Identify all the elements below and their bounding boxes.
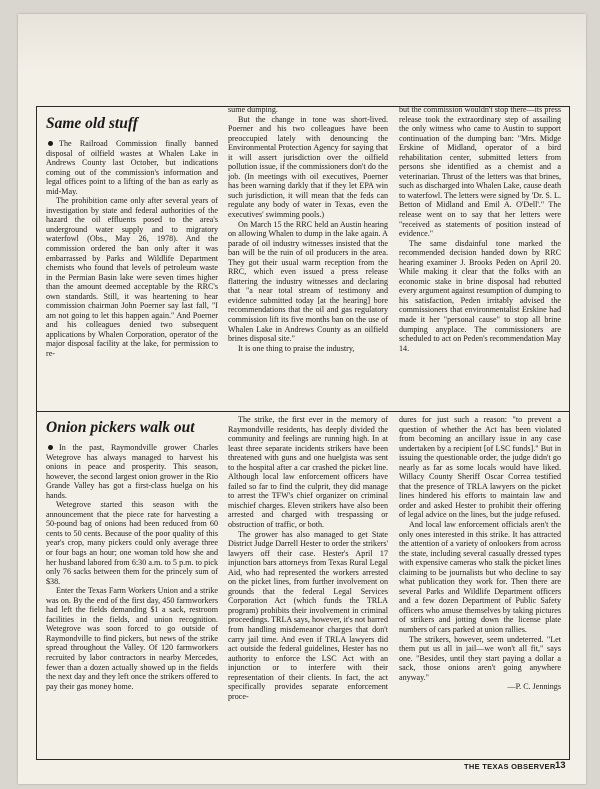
article1-paragraph: The Railroad Commission finally banned disposal of oilfield wastes at Whalen Lake in Andrews County last October, but indications coming out of the commission's information and legal offices point to a lifting of the ban as early as mid-May. — [46, 139, 218, 196]
bullet-icon — [48, 445, 53, 450]
article-frame — [36, 106, 570, 760]
article2-paragraph: In the past, Raymondville grower Charles Wetegrove has always managed to harvest his onions in peace and prosperity. This season, however, the second largest onion grower in the Rio Grande Valley has got a first-class huelga on his hands. — [46, 443, 218, 500]
publication-name: THE TEXAS OBSERVER — [464, 762, 556, 771]
article1-paragraph: sume dumping. — [228, 106, 278, 114]
article1-column-1 — [46, 115, 218, 407]
article1-column-2 — [228, 106, 388, 407]
article2-paragraph: And local law enforcement officials aren't the only ones interested in this strike. It has attracted the attention of a variety of onlookers from across the state, including several casually dressed types with expensive cameras who stalk the picket lines claiming to be journalists but who decline to say what publication they work for. Then there are several Parks and Wildlife Department officers and a few dozen Department of Public Safety officers who amuse themselves by taking pictures of strikers and jotting down the license plate numbers of cars parked at union rallies. — [399, 520, 561, 635]
section-divider — [37, 411, 569, 412]
magazine-page — [18, 14, 586, 784]
bullet-icon — [48, 141, 53, 146]
article1-paragraph: The same disdainful tone marked the recommended decision handed down by RRC hearing examiner J. Brooks Peden on April 20. While making it clear that the folks with an economic stake in brine disposal had rebutted every argument against resumption of dumping to his satisfaction, Peden irritably advised the commissioners that environmentalist Erskine had made it her "personal cause" to stop all brine dumping anyplace. The commissioners are scheduled to act on Peden's recommendation May 14. — [399, 238, 561, 353]
article2-paragraph: dures for just such a reason: "to prevent a question of whether the Act has been violated from becoming an ancillary issue in any case undertaken by a recipient [of LSC funds]." But in issuing the questionable order, the judge didn't go nearly as far as some locals would have liked. Willacy County Sheriff Oscar Correa testified that the presence of TRLA lawyers on the picket lines hindered his efforts to maintain law and order and asked Hester to prohibit their offering of legal advice on the lines, but the judge refused. — [399, 415, 561, 520]
article1-paragraph: But the change in tone was short-lived. Poerner and his two colleagues have been preoccupied lately with denouncing the Environmental Protection Agency for saying that it will assert jurisdiction over the oilfield pollution issue, if the commissioners don't do the job. (In meetings with oil executives, Poerner has been warning darkly that if they let EPA win such jurisdiction, it will mean that the feds can regulate any body of water in Texas, even the executives' swimming pools.) — [228, 114, 388, 220]
article2-signature: —P. C. Jennings — [507, 682, 561, 692]
article2-paragraph: The grower has also managed to get State District Judge Darrell Hester to order the strikers' lawyers off their case. Hester's April 17 injunction bars attorneys from Texas Rural Legal Aid, who had represented the workers arrested on the picket lines, from further involvement on grounds that the federal Legal Services Corporation Act (which funds the TRLA program) prohibits their involvement in criminal proceedings. TRLA says, however, it's not barred from handling misdemeanor charges that don't carry jail time. And even if TRLA lawyers did act outside the federal guidelines, Hester has no authority to enforce the LSC Act with an injunction or to interfere with their representation of their clients. In fact, the act specifically provides separate enforcement proce- — [228, 529, 388, 701]
article2-title: Onion pickers walk out — [46, 419, 195, 436]
article2-column-2 — [228, 415, 388, 755]
article1-paragraph: but the commission wouldn't stop there—its press release took the extraordinary step of assailing the only witness who came to Austin to support continuation of the dumping ban: "Mrs. Midge Erskine of Midland, operator of a bird rehabilitation center, submitted letters from persons she identified as a chemist and a veterinarian. Thrust of the letters was that brines, such as discharged into Whalen Lake, cause death to waterfowl. The letters were signed by 'Dr. S. L. Betton of Midland and Emil A. O'Dell'." The release went on to say that her letters were "received as statements of position instead of evidence." — [399, 106, 561, 239]
article2-paragraph: The strikers, however, seem undeterred. "Let them put us all in jail—we won't all fit," says one. "Besides, until they start paying a dollar a sack, those onions aren't going anywhere anyway." — [399, 634, 561, 682]
top-margin — [18, 14, 586, 74]
article2-column-1 — [46, 419, 218, 755]
article1-paragraph: On March 15 the RRC held an Austin hearing on allowing Whalen to dump in the lake again. A parade of oil industry witnesses insisted that the ban will be the ruin of oil producers in the area. They got their usual warm reception from the RRC, which even issued a press release flattering the industry witnesses and declaring that "a near total stream of testimony and evidence submitted today [at the hearing] bore recommendations that the oil and gas regulatory commission lift its five months ban on the use of Whalen Lake in Andrews County as an oilfield brines disposal site." — [228, 219, 388, 344]
article1-paragraph: It is one thing to praise the industry, — [238, 343, 355, 353]
page-number: 13 — [555, 760, 566, 771]
article2-paragraph: Wetegrove started this season with the announcement that the piece rate for harvesting a 50-pound bag of onions had been reduced from 60 cents to 50 cents. Because of the poor quality of this year's crop, many pickers could only average three or four bags an hour; one woman told how she and her husband labored from 6:30 a.m. to 5 p.m. to pick only 76 sacks between them for the princely sum of $38. — [46, 500, 218, 586]
article2-paragraph: Enter the Texas Farm Workers Union and a strike was on. By the end of the first day, 450 farmworkers had left the fields demanding $1 a sack, restroom facilities in the fields, and union recognition. Wetegrove was soon forced to go outside of Raymondville to find pickers, but news of the strike spread throughout the Valley. Of 120 farmworkers recruited by labor contractors in nearby Mercedes, fewer than a dozen actually showed up in the fields the next day and they left once the strikers offered to pay their gas money home. — [46, 586, 218, 691]
article2-paragraph: The strike, the first ever in the memory of Raymondville residents, has deeply divided the community and feelings are running high. In at least three separate incidents strikers have been threatened with guns and one huelgista was sent to the hospital after a car crashed the picket line. Although local law enforcement officers have failed so far to find the culprit, they did manage to arrest the TFW's chief organizer on criminal mischief charges. Eleven strikers have also been arrested and charged with trespassing or obstruction of traffic, or both. — [228, 415, 388, 530]
article1-title: Same old stuff — [46, 115, 138, 132]
article2-column-3 — [399, 415, 561, 755]
article1-column-3 — [399, 106, 561, 407]
article1-paragraph: The prohibition came only after several years of investigation by state and federal authorities of the hazard the oil effluents posed to the area's underground water supply and to migratory waterfowl (Obs., May 26, 1978). And the commission ordered the ban only after it was embarrassed by Parks and Wildlife Department chemists who found that levels of petroleum waste in the Permian Basin lake were seven times higher than the amount deemed acceptable by the RRC's own standards. Still, it was heartening to hear commission chairman John Poerner say last fall, "I am not going to let this happen again." And Poerner and his colleagues denied two subsequent applications by Whalen Corporation, operator of the major disposal facility at the lake, for permission to re- — [46, 196, 218, 359]
